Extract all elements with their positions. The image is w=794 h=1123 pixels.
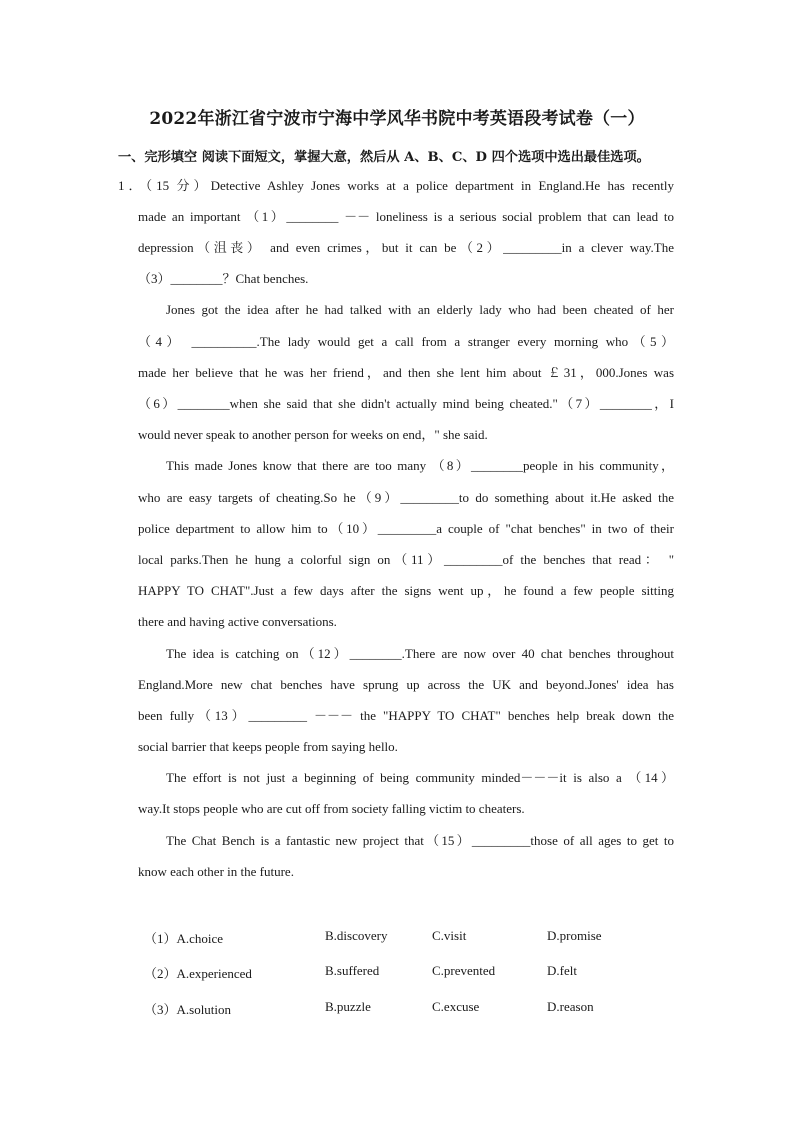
passage-line: （4） __________.The lady would get a call from a stranger every morning who（5）	[138, 334, 674, 349]
option-c[interactable]: C.visit	[432, 928, 467, 943]
passage-line: （6）________when she said that she didn't actually mind being cheated."（7）________，I	[138, 396, 674, 411]
passage-line: would never speak to another person for weeks on end，" she said.	[138, 427, 488, 442]
option-b[interactable]: B.puzzle	[325, 999, 371, 1014]
passage-line: This made Jones know that there are too many （8）________people in his community，	[166, 458, 674, 473]
passage-line: who are easy targets of cheating.So he（9）_________to do something about it.He asked the	[138, 490, 674, 505]
option-c[interactable]: C.prevented	[432, 963, 496, 978]
option-b[interactable]: B.suffered	[325, 963, 380, 978]
passage-line: depression（沮丧） and even crimes，but it can be（2）_________in a clever way.The	[138, 240, 674, 255]
passage-line: 1．（15 分）Detective Ashley Jones works at a police department in England.He has recently	[118, 178, 674, 193]
exam-title: 2022年浙江省宁波市宁海中学风华书院中考英语段考试卷（一）	[149, 109, 645, 129]
passage-line: The Chat Bench is a fantastic new project that（15）_________those of all ages to get to	[166, 833, 674, 848]
passage-line: local parks.Then he hung a colorful sign on（11）_________of the benches that read： "	[138, 552, 674, 567]
option-d[interactable]: D.felt	[547, 963, 577, 978]
option-a[interactable]: （3）A.solution	[144, 1002, 232, 1017]
passage-line: way.It stops people who are cut off from society falling victim to cheaters.	[138, 801, 525, 816]
passage-line: made her believe that he was her friend，and then she lent him about ￡31，000.Jones was	[138, 365, 674, 380]
section-heading: 一、完形填空 阅读下面短文，掌握大意，然后从 A、B、C、D 四个选项中选出最佳选项。	[118, 150, 650, 165]
option-row	[144, 928, 664, 944]
passage-line: （3）________？Chat benches.	[138, 271, 309, 286]
passage-line: police department to allow him to（10）_________a couple of "chat benches" in two of their	[138, 521, 674, 536]
passage-line: The effort is not just a beginning of being community minded－－－it is also a （14）	[166, 770, 674, 785]
option-a[interactable]: （2）A.experienced	[144, 966, 252, 981]
passage-line: social barrier that keeps people from saying hello.	[138, 739, 398, 754]
passage-line: made an important （1）________ －－ loneliness is a serious social problem that can lead to	[138, 209, 674, 224]
option-row	[144, 963, 664, 979]
option-row	[144, 999, 664, 1015]
passage-line: know each other in the future.	[138, 864, 294, 879]
passage-line: England.More new chat benches have sprung up across the UK and beyond.Jones' idea has	[138, 677, 674, 692]
option-b[interactable]: B.discovery	[325, 928, 388, 943]
option-c[interactable]: C.excuse	[432, 999, 480, 1014]
option-d[interactable]: D.reason	[547, 999, 594, 1014]
option-d[interactable]: D.promise	[547, 928, 602, 943]
passage-line: HAPPY TO CHAT".Just a few days after the signs went up，he found a few people sitting	[138, 583, 674, 598]
option-a[interactable]: （1）A.choice	[144, 931, 224, 946]
passage-line: been fully（13）_________ －－－ the "HAPPY TO CHAT" benches help break down the	[138, 708, 674, 723]
passage-line: The idea is catching on（12）________.There are now over 40 chat benches throughout	[166, 646, 674, 661]
passage-line: there and having active conversations.	[138, 614, 337, 629]
passage-line: Jones got the idea after he had talked with an elderly lady who had been cheated of her	[166, 302, 674, 317]
